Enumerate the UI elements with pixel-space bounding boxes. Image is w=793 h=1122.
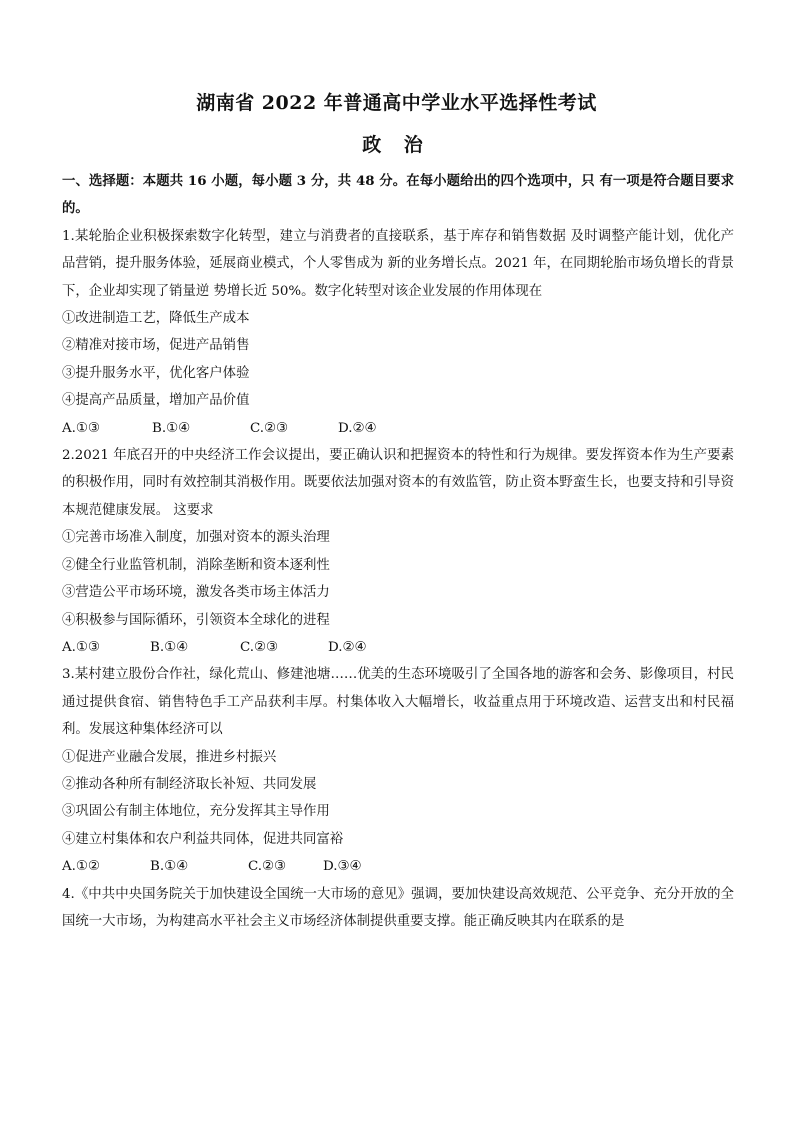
question-2 [62,442,734,661]
option-item: ④建立村集体和农户利益共同体，促进共同富裕 [62,831,344,847]
choice-c: C.②③ [250,420,289,436]
option-item: ②精准对接市场，促进产品销售 [62,338,250,354]
question-3 [62,661,734,880]
question-stem: 3.某村建立股份合作社，绿化荒山、修建池塘……优美的生态环境吸引了全国各地的游客和会务、影像项目，村民通过提供食宿、销售特色手工产品获利丰厚。村集体收入大幅增长，收益重点用于环境改造、运营支出和村民福利。发展这种集体经济可以 [62,667,734,738]
option-item: ②健全行业监管机制，消除垄断和资本逐利性 [62,557,330,573]
option-item: ②推动各种所有制经济取长补短、共同发展 [62,776,317,792]
choice-d: D.③④ [323,859,362,875]
answer-choices [62,853,734,880]
question-stem: 4.《中共中央国务院关于加快建设全国统一大市场的意见》强调，要加快建设高效规范、公平竞争、充分开放的全国统一大市场，为构建高水平社会主义市场经济体制提供重要支撑。能正确反映其内在联系的是 [62,886,734,929]
question-4 [62,881,734,936]
question-stem: 2.2021 年底召开的中央经济工作会议提出，要正确认识和把握资本的特性和行为规律。要发挥资本作为生产要素的积极作用，同时有效控制其消极作用。既要依法加强对资本的有效监管，防止资本野蛮生长，也要支持和引导资本规范健康发展。 这要求 [62,448,734,518]
option-item: ④积极参与国际循环，引领资本全球化的进程 [62,612,330,628]
choice-d: D.②④ [338,420,377,436]
section-heading: 一、选择题：本题共 16 小题，每小题 3 分，共 48 分。在每小题给出的四个选项中，只 有一项是符合题目要求的。 [62,173,734,217]
answer-choices [62,415,734,442]
subject-title: 政 治 [362,134,431,156]
choice-a: A.①③ [62,639,100,655]
choice-c: C.②③ [248,859,287,875]
option-item: ③营造公平市场环境，激发各类市场主体活力 [62,585,330,601]
option-item: ①促进产业融合发展，推进乡村振兴 [62,749,277,765]
option-item: ④提高产品质量，增加产品价值 [62,393,250,409]
choice-b: B.①④ [152,420,191,436]
choice-c: C.②③ [240,639,279,655]
option-item: ①改进制造工艺，降低生产成本 [62,311,250,327]
question-1 [62,223,734,442]
choice-d: D.②④ [328,639,367,655]
answer-choices [62,634,734,661]
option-item: ③巩固公有制主体地位，充分发挥其主导作用 [62,804,330,820]
exam-title: 湖南省 2022 年普通高中学业水平选择性考试 [196,92,597,114]
exam-content [62,168,734,935]
choice-b: B.①④ [150,639,189,655]
choice-b: B.①④ [150,859,189,875]
option-item: ①完善市场准入制度，加强对资本的源头治理 [62,530,330,546]
choice-a: A.①② [62,859,100,875]
question-stem: 1.某轮胎企业积极探索数字化转型，建立与消费者的直接联系，基于库存和销售数据 及时调整产能计划，优化产品营销，提升服务体验，延展商业模式，个人零售成为 新的业务增长点。2021 年，在同期轮胎市场负增长的背景下，企业却实现了销量逆 势增长近 50%。数字化转型对该企业发展的作用体现在 [62,228,734,299]
option-item: ③提升服务水平，优化客户体验 [62,365,250,381]
choice-a: A.①③ [62,420,100,436]
